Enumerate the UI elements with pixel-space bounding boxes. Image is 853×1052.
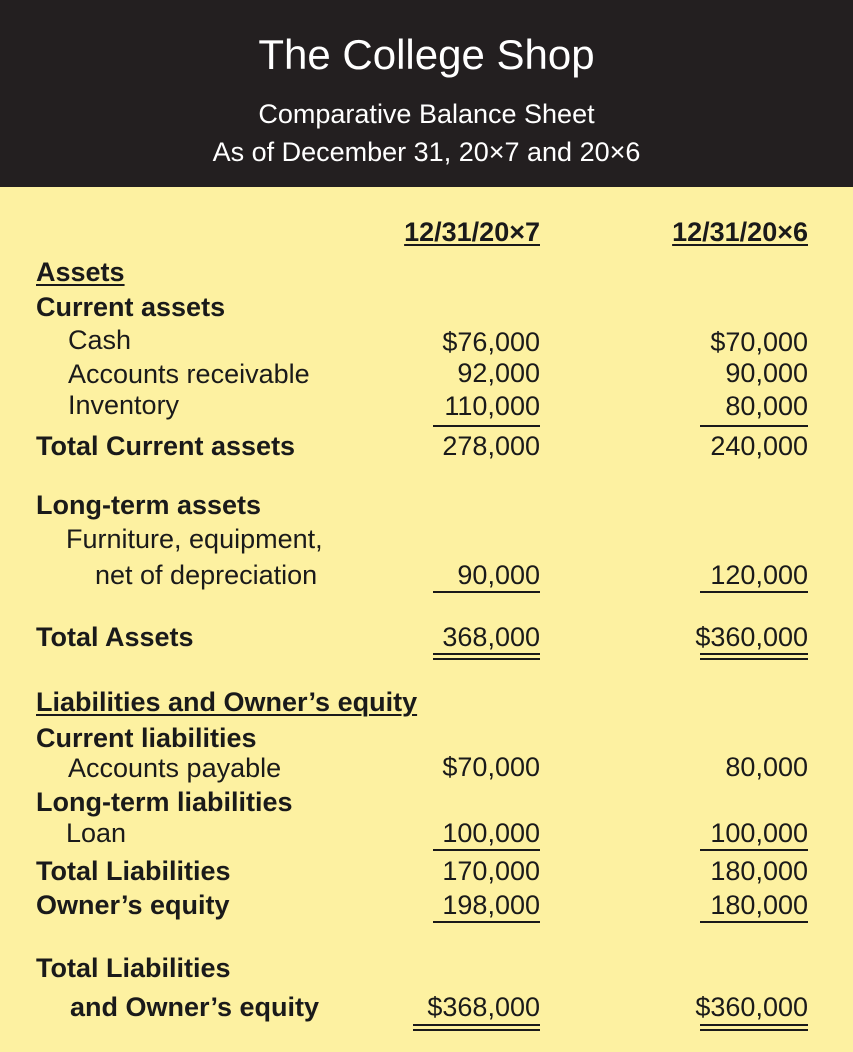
total-le-20x6: $360,000 [695, 992, 808, 1022]
cash-value-20x7: $76,000 [442, 327, 540, 357]
furniture-rule-20x7 [433, 591, 540, 593]
inventory-value-20x6: 80,000 [725, 391, 808, 421]
ap-value-20x6: 80,000 [725, 752, 808, 782]
total-liabilities-label: Total Liabilities [36, 856, 231, 886]
loan-label: Loan [66, 818, 127, 848]
loan-rule-20x6 [700, 849, 808, 851]
total-current-assets-20x7: 278,000 [442, 431, 540, 461]
furniture-value-20x6: 120,000 [710, 560, 808, 590]
subtotal-rule-20x7 [433, 425, 540, 427]
long-term-liabilities-heading: Long-term liabilities [36, 787, 293, 817]
total-le-double-rule-20x7 [413, 1024, 540, 1031]
owners-equity-label: Owner’s equity [36, 890, 230, 920]
current-assets-heading: Current assets [36, 292, 226, 322]
furniture-rule-20x6 [700, 591, 808, 593]
ap-label: Accounts payable [68, 753, 282, 783]
loan-value-20x6: 100,000 [710, 818, 808, 848]
total-assets-20x7: 368,000 [442, 622, 540, 652]
ar-value-20x6: 90,000 [725, 358, 808, 388]
equity-rule-20x7 [433, 921, 540, 923]
cash-label: Cash [68, 325, 132, 355]
inventory-label: Inventory [68, 390, 180, 420]
equity-rule-20x6 [700, 921, 808, 923]
furniture-label-line1: Furniture, equipment, [66, 524, 323, 554]
total-assets-double-rule-20x6 [700, 653, 808, 660]
total-current-assets-label: Total Current assets [36, 431, 296, 461]
long-term-assets-heading: Long-term assets [36, 490, 262, 520]
total-liabilities-20x6: 180,000 [710, 856, 808, 886]
subtotal-rule-20x6 [700, 425, 808, 427]
loan-rule-20x7 [433, 849, 540, 851]
owners-equity-20x7: 198,000 [442, 890, 540, 920]
page-title: The College Shop [258, 31, 595, 78]
owners-equity-20x6: 180,000 [710, 890, 808, 920]
total-assets-20x6: $360,000 [695, 622, 808, 652]
date-subtitle: As of December 31, 20×7 and 20×6 [212, 137, 641, 167]
total-current-assets-20x6: 240,000 [710, 431, 808, 461]
header-banner [0, 0, 853, 187]
cash-value-20x6: $70,000 [710, 327, 808, 357]
total-le-label-line1: Total Liabilities [36, 953, 231, 983]
total-le-double-rule-20x6 [700, 1024, 808, 1031]
total-assets-label: Total Assets [36, 622, 194, 652]
current-liabilities-heading: Current liabilities [36, 723, 257, 753]
total-liabilities-20x7: 170,000 [442, 856, 540, 886]
loan-value-20x7: 100,000 [442, 818, 540, 848]
ap-value-20x7: $70,000 [442, 752, 540, 782]
furniture-label-line2: net of depreciation [95, 560, 318, 590]
page-subtitle: Comparative Balance Sheet [258, 99, 595, 129]
total-le-label-line2: and Owner’s equity [70, 992, 320, 1022]
ar-value-20x7: 92,000 [457, 358, 540, 388]
assets-heading: Assets [36, 257, 125, 287]
column-header-20x7: 12/31/20×7 [404, 217, 540, 247]
liabilities-heading: Liabilities and Owner’s equity [36, 687, 418, 717]
total-assets-double-rule-20x7 [433, 653, 540, 660]
column-header-20x6: 12/31/20×6 [672, 217, 808, 247]
ar-label: Accounts receivable [68, 359, 310, 389]
total-le-20x7: $368,000 [427, 992, 540, 1022]
furniture-value-20x7: 90,000 [457, 560, 540, 590]
inventory-value-20x7: 110,000 [444, 391, 540, 421]
